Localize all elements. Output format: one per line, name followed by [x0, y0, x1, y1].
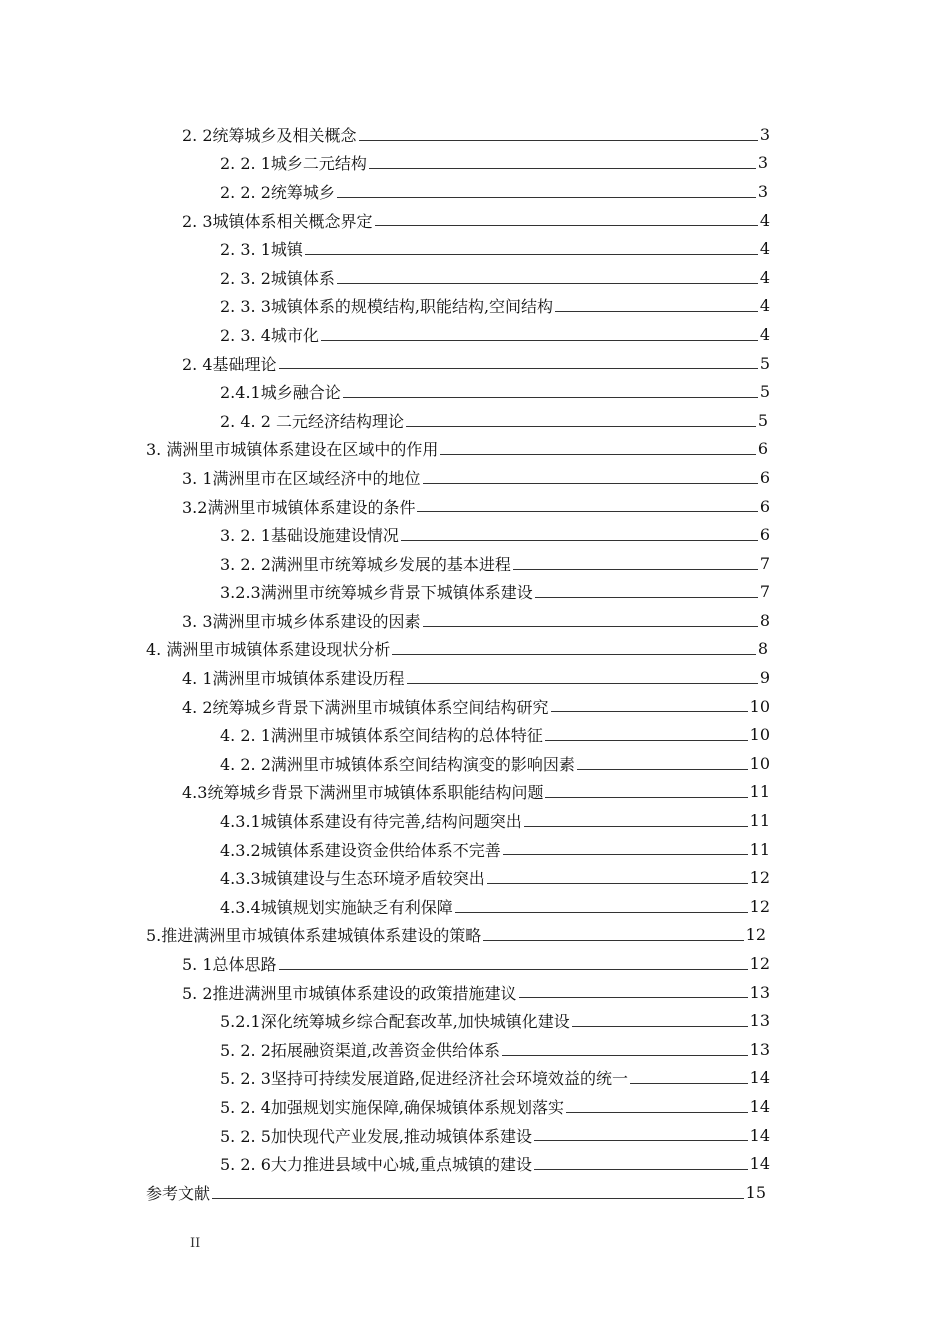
- toc-entry[interactable]: [0, 349, 770, 378]
- toc-entry-title: 2. 2. 1城乡二元结构: [220, 154, 367, 174]
- toc-entry[interactable]: [0, 1035, 770, 1064]
- toc-entry-page: 11: [749, 782, 770, 802]
- toc-entry-title: 5. 2推进满洲里市城镇体系建设的政策措施建议: [182, 983, 517, 1003]
- toc-entry-title: 4. 2. 1满洲里市城镇体系空间结构的总体特征: [220, 726, 543, 746]
- toc-entry-page: 6: [759, 496, 770, 516]
- toc-entry-title: 2. 2统筹城乡及相关概念: [182, 125, 357, 145]
- toc-entry-title: 3.2.3满洲里市统筹城乡背景下城镇体系建设: [220, 583, 533, 603]
- toc-leader-line: [534, 1140, 748, 1141]
- toc-entry-page: 11: [749, 839, 770, 859]
- toc-entry[interactable]: [0, 320, 770, 349]
- toc-entry[interactable]: [0, 549, 770, 578]
- toc-entry-title: 4.3统筹城乡背景下满洲里市城镇体系职能结构问题: [182, 783, 544, 803]
- toc-leader-line: [321, 340, 758, 341]
- toc-entry[interactable]: [0, 120, 770, 149]
- toc-entry-page: 3: [757, 153, 768, 173]
- toc-entry[interactable]: [0, 692, 770, 721]
- toc-entry-page: 12: [749, 954, 770, 974]
- toc-entry-title: 5.推进满洲里市城镇体系建城镇体系建设的策略: [146, 926, 482, 946]
- toc-entry[interactable]: [0, 463, 770, 492]
- toc-entry[interactable]: [0, 778, 770, 807]
- toc-entry-title: 3. 1满洲里市在区域经济中的地位: [182, 468, 421, 488]
- toc-entry-page: 4: [759, 267, 770, 287]
- toc-entry[interactable]: [0, 206, 770, 235]
- toc-leader-line: [212, 1198, 744, 1199]
- toc-leader-line: [503, 854, 748, 855]
- toc-entry[interactable]: [0, 949, 770, 978]
- toc-entry-page: 5: [759, 353, 770, 373]
- toc-leader-line: [455, 912, 748, 913]
- toc-entry-title: 3.2满洲里市城镇体系建设的条件: [182, 497, 416, 517]
- toc-entry-title: 3. 2. 2满洲里市统筹城乡发展的基本进程: [220, 554, 511, 574]
- toc-entry-title: 5. 2. 5加快现代产业发展,推动城镇体系建设: [220, 1126, 532, 1146]
- toc-entry[interactable]: [0, 749, 770, 778]
- toc-leader-line: [375, 225, 758, 226]
- toc-entry[interactable]: [0, 1064, 770, 1093]
- toc-leader-line: [337, 197, 756, 198]
- toc-entry-title: 4.3.1城镇体系建设有待完善,结构问题突出: [220, 812, 522, 832]
- toc-entry-page: 6: [759, 467, 770, 487]
- toc-entry-title: 5. 2. 3坚持可持续发展道路,促进经济社会环境效益的统一: [220, 1069, 628, 1089]
- toc-entry-page: 4: [759, 239, 770, 259]
- table-of-contents: [0, 120, 950, 1207]
- toc-entry[interactable]: [0, 1178, 766, 1207]
- toc-entry-title: 4. 满洲里市城镇体系建设现状分析: [146, 640, 391, 660]
- toc-entry[interactable]: [0, 1006, 770, 1035]
- toc-entry[interactable]: [0, 1092, 770, 1121]
- toc-entry-title: 4.3.3城镇建设与生态环境矛盾较突出: [220, 869, 485, 889]
- toc-entry[interactable]: [0, 1149, 770, 1178]
- toc-entry-title: 3. 满洲里市城镇体系建设在区域中的作用: [146, 440, 439, 460]
- toc-entry-page: 11: [749, 811, 770, 831]
- toc-leader-line: [524, 826, 748, 827]
- toc-entry[interactable]: [0, 635, 768, 664]
- toc-entry-title: 2. 4基础理论: [182, 354, 277, 374]
- toc-entry[interactable]: [0, 978, 770, 1007]
- toc-entry-page: 4: [759, 210, 770, 230]
- toc-leader-line: [343, 397, 758, 398]
- toc-entry-page: 6: [757, 439, 768, 459]
- toc-entry-title: 3. 2. 1基础设施建设情况: [220, 526, 399, 546]
- toc-entry-title: 2. 3城镇体系相关概念界定: [182, 211, 373, 231]
- toc-entry-page: 10: [749, 696, 770, 716]
- toc-entry-page: 5: [759, 382, 770, 402]
- toc-entry-page: 4: [759, 296, 770, 316]
- toc-leader-line: [423, 626, 758, 627]
- toc-entry-title: 5. 2. 6大力推进县域中心城,重点城镇的建设: [220, 1155, 532, 1175]
- toc-entry-page: 12: [749, 896, 770, 916]
- toc-leader-line: [545, 797, 747, 798]
- toc-leader-line: [423, 483, 758, 484]
- toc-entry-title: 3. 3满洲里市城乡体系建设的因素: [182, 611, 421, 631]
- toc-entry-page: 3: [757, 181, 768, 201]
- toc-entry-title: 4. 2. 2满洲里市城镇体系空间结构演变的影响因素: [220, 754, 575, 774]
- toc-entry-page: 15: [745, 1182, 766, 1202]
- toc-leader-line: [417, 511, 757, 512]
- toc-entry-title: 4. 1满洲里市城镇体系建设历程: [182, 669, 405, 689]
- toc-leader-line: [406, 426, 756, 427]
- toc-entry-title: 2. 2. 2统筹城乡: [220, 182, 335, 202]
- toc-entry-title: 5. 2. 4加强规划实施保障,确保城镇体系规划落实: [220, 1097, 564, 1117]
- toc-leader-line: [369, 168, 756, 169]
- toc-entry-page: 13: [749, 982, 770, 1002]
- toc-entry-page: 8: [757, 639, 768, 659]
- toc-entry-page: 7: [759, 553, 770, 573]
- toc-entry[interactable]: [0, 606, 770, 635]
- toc-entry-title: 5. 2. 2拓展融资渠道,改善资金供给体系: [220, 1040, 500, 1060]
- toc-entry[interactable]: [0, 492, 770, 521]
- toc-entry-page: 14: [749, 1125, 770, 1145]
- toc-entry-title: 2. 4. 2 二元经济结构理论: [220, 411, 404, 431]
- toc-entry[interactable]: [0, 406, 768, 435]
- toc-entry[interactable]: [0, 435, 768, 464]
- toc-leader-line: [279, 969, 748, 970]
- toc-entry-title: 参考文献: [146, 1183, 211, 1203]
- toc-leader-line: [551, 711, 748, 712]
- toc-leader-line: [440, 454, 755, 455]
- toc-entry[interactable]: [0, 578, 770, 607]
- toc-entry[interactable]: [0, 520, 770, 549]
- toc-entry-page: 12: [745, 925, 766, 945]
- toc-leader-line: [630, 1083, 748, 1084]
- toc-entry[interactable]: [0, 234, 770, 263]
- toc-entry[interactable]: [0, 921, 766, 950]
- toc-entry-page: 10: [749, 725, 770, 745]
- toc-leader-line: [519, 997, 748, 998]
- toc-entry-page: 5: [757, 410, 768, 430]
- toc-entry-page: 12: [749, 868, 770, 888]
- toc-leader-line: [337, 283, 758, 284]
- toc-leader-line: [566, 1112, 748, 1113]
- toc-leader-line: [535, 597, 758, 598]
- toc-entry-title: 2. 3. 3城镇体系的规模结构,职能结构,空间结构: [220, 297, 554, 317]
- toc-entry[interactable]: [0, 149, 768, 178]
- toc-entry[interactable]: [0, 292, 770, 321]
- toc-leader-line: [359, 140, 758, 141]
- toc-leader-line: [392, 654, 755, 655]
- toc-leader-line: [545, 740, 748, 741]
- toc-entry-page: 7: [759, 582, 770, 602]
- toc-entry-page: 14: [749, 1154, 770, 1174]
- toc-entry-page: 6: [759, 525, 770, 545]
- toc-entry-page: 8: [759, 610, 770, 630]
- toc-entry-page: 13: [749, 1039, 770, 1059]
- page-number-footer: II: [190, 1236, 201, 1251]
- toc-entry-page: 9: [759, 668, 770, 688]
- toc-entry-page: 14: [749, 1096, 770, 1116]
- toc-entry[interactable]: [0, 263, 770, 292]
- toc-entry[interactable]: [0, 720, 770, 749]
- toc-leader-line: [305, 254, 758, 255]
- toc-leader-line: [401, 540, 758, 541]
- toc-entry[interactable]: [0, 863, 770, 892]
- toc-entry[interactable]: [0, 806, 770, 835]
- toc-leader-line: [555, 311, 758, 312]
- toc-entry[interactable]: [0, 177, 768, 206]
- toc-entry[interactable]: [0, 892, 770, 921]
- toc-entry-title: 4. 2统筹城乡背景下满洲里市城镇体系空间结构研究: [182, 697, 549, 717]
- toc-entry-title: 5. 1总体思路: [182, 955, 277, 975]
- toc-entry-title: 5.2.1深化统筹城乡综合配套改革,加快城镇化建设: [220, 1012, 570, 1032]
- toc-entry-page: 4: [759, 324, 770, 344]
- toc-entry-page: 10: [749, 753, 770, 773]
- toc-entry[interactable]: [0, 377, 770, 406]
- toc-leader-line: [577, 769, 748, 770]
- toc-entry-title: 4.3.4城镇规划实施缺乏有利保障: [220, 897, 453, 917]
- toc-leader-line: [502, 1055, 748, 1056]
- toc-leader-line: [572, 1026, 748, 1027]
- toc-entry-title: 2. 3. 4城市化: [220, 325, 319, 345]
- toc-leader-line: [407, 683, 758, 684]
- toc-entry-title: 2. 3. 1城镇: [220, 240, 303, 260]
- toc-entry[interactable]: [0, 663, 770, 692]
- toc-entry-page: 13: [749, 1011, 770, 1031]
- toc-entry-page: 3: [759, 124, 770, 144]
- toc-leader-line: [487, 883, 748, 884]
- toc-leader-line: [279, 368, 758, 369]
- toc-leader-line: [513, 569, 758, 570]
- toc-entry-title: 4.3.2城镇体系建设资金供给体系不完善: [220, 840, 501, 860]
- toc-entry-page: 14: [749, 1068, 770, 1088]
- toc-entry-title: 2. 3. 2城镇体系: [220, 268, 335, 288]
- toc-entry-title: 2.4.1城乡融合论: [220, 383, 341, 403]
- toc-entry[interactable]: [0, 1121, 770, 1150]
- toc-leader-line: [534, 1169, 748, 1170]
- toc-entry[interactable]: [0, 835, 770, 864]
- toc-leader-line: [483, 940, 743, 941]
